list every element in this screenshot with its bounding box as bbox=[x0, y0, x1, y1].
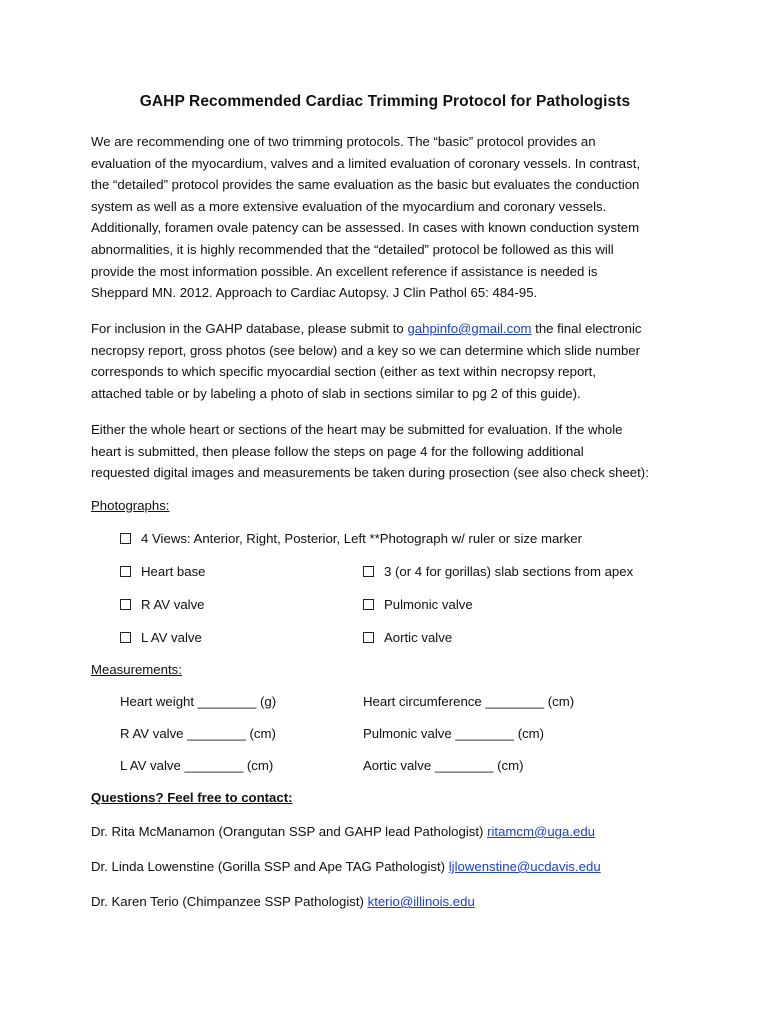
submission-paragraph bbox=[91, 419, 691, 484]
pulmonic-valve-field[interactable]: Pulmonic valve ________ (cm) bbox=[363, 726, 545, 741]
checkbox-label: R AV valve bbox=[141, 597, 205, 612]
checkbox-icon[interactable] bbox=[120, 632, 131, 643]
submission-line: requested digital images and measurements be taken during prosection (see also check sheet): bbox=[91, 465, 649, 481]
l-av-valve-field[interactable]: L AV valve ________ (cm) bbox=[120, 758, 274, 773]
contact-text: Dr. Rita McManamon (Orangutan SSP and GAHP lead Pathologist) bbox=[91, 824, 488, 839]
inclusion-text: the final electronic bbox=[531, 321, 642, 336]
checkbox-icon[interactable] bbox=[363, 632, 374, 643]
checkbox-r-av-valve[interactable] bbox=[120, 597, 205, 612]
inclusion-line: necropsy report, gross photos (see below) and a key so we can determine which slide number bbox=[91, 342, 641, 358]
contact-text: Dr. Linda Lowenstine (Gorilla SSP and Ape TAG Pathologist) bbox=[91, 859, 449, 874]
checkbox-icon[interactable] bbox=[120, 533, 131, 544]
checkbox-label: 3 (or 4 for gorillas) slab sections from apex bbox=[384, 564, 634, 579]
submission-line: Either the whole heart or sections of the heart may be submitted for evaluation. If the whole bbox=[91, 422, 623, 437]
inclusion-line: attached table or by labeling a photo of slab in sections similar to pg 2 of this guide). bbox=[91, 385, 581, 401]
contact-email-link[interactable]: ljlowenstine@ucdavis.edu bbox=[448, 859, 601, 874]
contact-text: Dr. Karen Terio (Chimpanzee SSP Pathologist) bbox=[91, 894, 368, 909]
intro-line: Additionally, foramen ovale patency can be assessed. In cases with known conduction system bbox=[91, 220, 640, 236]
heart-circumference-field[interactable]: Heart circumference ________ (cm) bbox=[363, 694, 575, 709]
inclusion-paragraph bbox=[91, 318, 691, 404]
gahpinfo-email-link[interactable]: gahpinfo@gmail.com bbox=[407, 321, 532, 336]
checkbox-label: Pulmonic valve bbox=[384, 597, 473, 612]
submission-line: heart is submitted, then please follow the steps on page 4 for the following additional bbox=[91, 443, 584, 459]
checkbox-label: Heart base bbox=[141, 564, 206, 579]
checkbox-icon[interactable] bbox=[363, 566, 374, 577]
checkbox-label: 4 Views: Anterior, Right, Posterior, Left **Photograph w/ ruler or size marker bbox=[141, 531, 583, 546]
contact-email-link[interactable]: ritamcm@uga.edu bbox=[487, 824, 596, 839]
checkbox-icon[interactable] bbox=[120, 599, 131, 610]
intro-paragraph bbox=[91, 131, 691, 304]
checkbox-aortic-valve[interactable] bbox=[363, 630, 452, 645]
intro-line: Sheppard MN. 2012. Approach to Cardiac Autopsy. J Clin Pathol 65: 484-95. bbox=[91, 285, 538, 301]
checkbox-pulmonic-valve[interactable] bbox=[363, 597, 473, 612]
inclusion-line bbox=[91, 318, 691, 340]
r-av-valve-field[interactable]: R AV valve ________ (cm) bbox=[120, 726, 276, 741]
intro-line: provide the most information possible. An excellent reference if assistance is needed is bbox=[91, 263, 598, 279]
intro-line: the “detailed” protocol provides the same evaluation as the basic but evaluates the conduction bbox=[91, 177, 640, 193]
intro-line: system as well as a more extensive evaluation of the myocardium and coronary vessels. bbox=[91, 198, 607, 214]
inclusion-line: corresponds to which specific myocardial section (either as text within necropsy report, bbox=[91, 364, 597, 380]
checkbox-slab-sections[interactable] bbox=[363, 564, 633, 579]
intro-line: abnormalities, it is highly recommended that the “detailed” protocol be followed as this will bbox=[91, 241, 614, 257]
checkbox-heart-base[interactable] bbox=[120, 564, 206, 579]
checkbox-icon[interactable] bbox=[363, 599, 374, 610]
checkbox-icon[interactable] bbox=[120, 566, 131, 577]
intro-line: evaluation of the myocardium, valves and a limited evaluation of coronary vessels. In contrast, bbox=[91, 155, 641, 171]
contact-email-link[interactable]: kterio@illinois.edu bbox=[367, 894, 475, 909]
checkbox-label: L AV valve bbox=[141, 630, 202, 645]
page-title: GAHP Recommended Cardiac Trimming Protocol for Pathologists bbox=[139, 93, 631, 110]
aortic-valve-field[interactable]: Aortic valve ________ (cm) bbox=[363, 758, 524, 773]
measurements-heading: Measurements: bbox=[91, 662, 182, 677]
checkbox-label: Aortic valve bbox=[384, 630, 453, 645]
contact-terio bbox=[91, 894, 475, 909]
heart-weight-field[interactable]: Heart weight ________ (g) bbox=[120, 694, 277, 709]
intro-line: We are recommending one of two trimming protocols. The “basic” protocol provides an bbox=[91, 134, 596, 149]
checkbox-l-av-valve[interactable] bbox=[120, 630, 202, 645]
checkbox-4-views[interactable] bbox=[120, 531, 582, 546]
photographs-heading: Photographs: bbox=[91, 498, 170, 513]
contacts-heading: Questions? Feel free to contact: bbox=[91, 790, 293, 805]
inclusion-text: For inclusion in the GAHP database, please submit to bbox=[91, 321, 408, 336]
contact-lowenstine bbox=[91, 859, 601, 874]
contact-mcmanamon bbox=[91, 824, 595, 839]
